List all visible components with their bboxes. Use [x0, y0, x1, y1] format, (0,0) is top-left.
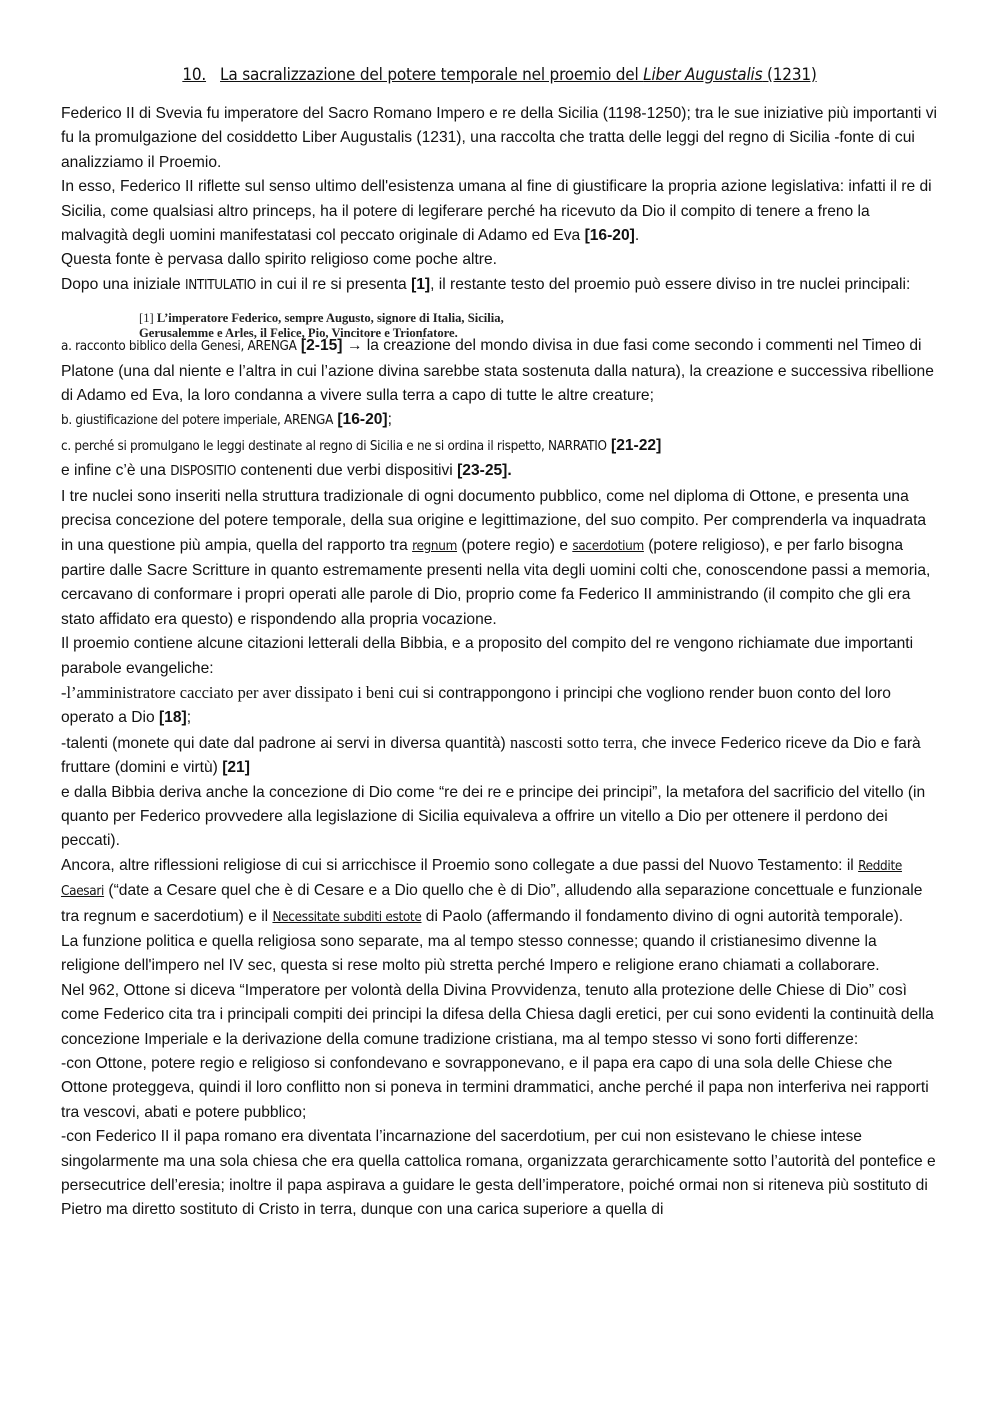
term-necessitate: Necessitate subditi estote [272, 909, 422, 925]
term-dispositio: DISPOSITIO [170, 464, 237, 480]
paragraph-spirito: Questa fonte è pervasa dallo spirito religioso come poche altre. [61, 251, 498, 269]
list-item-c: c. perché si promulgano le leggi destinate al regno di Sicilia e ne si ordina il rispetto, NARRATIO [21-22] [61, 436, 662, 454]
term-sacerdotium: sacerdotium [572, 538, 644, 554]
paragraph-amministratore: -l’amministratore cacciato per aver dissipato i beni cui si contrappongono i principi che vogliono render buon conto del loro operato a Dio [18]; [61, 682, 891, 727]
paragraph-intro: Federico II di Svevia fu imperatore del Sacro Romano Impero e re della Sicilia (1198-1250); tra le sue iniziative più importanti vi fu la promulgazione del cosiddetto Liber Augustalis (1231), una raccolta che tratta delle leggi del regno di Sicilia -fonte di cui analizziamo il Proemio. [61, 105, 937, 171]
paragraph-funzione: La funzione politica e quella religiosa sono separate, ma al tempo stesso connesse; quando il cristianesimo divenne la religione dell'impero nel IV sec, questa si rese molto più stretta perché Impero e religione erano chiamati a collaborare. [61, 933, 880, 975]
paragraph-citazioni: Il proemio contiene alcune citazioni letterali della Bibbia, e a proposito del compito del re vengono richiamate due importanti parabole evangeliche: [61, 635, 914, 677]
list-item-a: a. racconto biblico della Genesi, ARENGA [2-15] → la creazione del mondo divisa in due fasi come secondo i commenti nel Timeo di Platone (una dal niente e l’altra in cui l’azione divina sarebbe stata sostenuta dalla natura), la creazione e successiva ribellione di Adamo ed Eva, la loro condanna a vivere sulla terra a capo di tutte le altre creature; [61, 337, 934, 405]
quote-excerpt: [1] L’imperatore Federico, sempre Augusto, signore di Italia, Sicilia, Gerusalemme e Arles, il Felice, Pio, Vincitore e Trionfatore. [139, 311, 504, 340]
arrow-icon: → [346, 337, 363, 355]
paragraph-con-ottone: -con Ottone, potere regio e religioso si confondevano e sovrapponevano, e il papa era capo di una sola delle Chiese che Ottone proteggeva, quindi il loro conflitto non si poneva in termini drammatici, anche perché il papa non interferiva nei rapporti tra vescovi, abati e potere pubblico; [61, 1055, 929, 1121]
title-year: (1231) [762, 65, 817, 85]
paragraph-talenti: -talenti (monete qui date dal padrone ai servi in diversa quantità) nascosti sotto terra, che invece Federico riceve da Dio e farà fruttare (domini e virtù) [21] [61, 732, 921, 777]
term-intitulatio: INTITULATIO [184, 277, 256, 293]
term-reddite-caesari: Reddite Caesari [61, 858, 902, 900]
term-regnum: regnum [412, 538, 458, 554]
paragraph-con-federico: -con Federico II il papa romano era diventata l’incarnazione del sacerdotium, per cui non esistevano le chiese intese singolarmente ma una sola chiesa che era quella cattolica romana, organizzata gerarchicamente sotto l’autorità del pontefice e persecutrice dell’eresia; inoltre il papa aspirava a guidare le gesta dell’imperatore, poiché ormai non si riteneva più sostituto di Pietro ma diretto sostituto di Cristo in terra, dunque con una carica superiore a quella di [61, 1128, 936, 1219]
page-title [61, 62, 938, 88]
paragraph-esso: In esso, Federico II riflette sul senso ultimo dell'esistenza umana al fine di giustificare la propria azione legislativa: infatti il re di Sicilia, come qualsiasi altro princeps, ha il potere di legiferare perché ha ricevuto da Dio il compito di tenere a freno la malvagità degli uomini manifestatasi col peccato originale di Adamo ed Eva [16-20]. [61, 178, 932, 245]
paragraph-intitulatio: Dopo una iniziale INTITULATIO in cui il re si presenta [1], il restante testo del proemio può essere diviso in tre nuclei principali: [61, 275, 911, 293]
paragraph-ottone: Nel 962, Ottone si diceva “Imperatore per volontà della Divina Provvidenza, tenuto alla protezione delle Chiese di Dio” così come Federico cita tra i principali compiti dei principi la difesa della Chiesa dagli eretici, per cui sono evidenti la continuità della concezione Imperiale e la derivazione della comune tradizione cristiana, ma al tempo stesso vi sono forti differenze: [61, 981, 934, 1048]
ref: [16-20] [584, 227, 635, 245]
paragraph-nuclei: I tre nuclei sono inseriti nella struttura tradizionale di ogni documento pubblico, come nel diploma di Ottone, e presenta una precisa concezione del potere temporale, della sua origine e legittimazione, del suo compito. Per comprenderla va inquadrata in una questione più ampia, quella del rapporto tra regnum (potere regio) e sacerdotium (potere religioso), e per farlo bisogna partire dalle Sacre Scritture in quanto estremamente presenti nella vita degli uomini colti che, conoscendone passi a memoria, cercavano di conformare i propri operati alle parole di Dio, proprio come fa Federico II amministrando (il compito che gli era stato affidato era questo) e rispondendo alla propria vocazione. [61, 487, 931, 628]
list-item-d: e infine c’è una DISPOSITIO contenenti due verbi dispositivi [23-25]. [61, 462, 512, 480]
paragraph-nuovo-testamento: Ancora, altre riflessioni religiose di cui si arricchisce il Proemio sono collegate a due passi del Nuovo Testamento: il Reddite Caesari (“date a Cesare quel che è di Cesare e a Dio quello che è di Dio”, alludendo alla separazione concettuale e funzionale tra regnum e sacerdotium) e il Necessitate subditi estote di Paolo (affermando il fondamento divino di ogni autorità temporale). [61, 856, 923, 925]
paragraph-bibbia: e dalla Bibbia deriva anche la concezione di Dio come “re dei re e principe dei principi”, la metafora del sacrificio del vitello (in quanto per Federico provvedere alla legislazione di Sicilia equivaleva a offrire un vitello a Dio per ottenere il perdono dei peccati). [61, 783, 926, 850]
title-text: La sacralizzazione del potere temporale nel proemio del [220, 65, 644, 85]
section-number: 10. [182, 65, 207, 85]
title-emphasis: Liber Augustalis [643, 65, 763, 85]
ref: [1] [411, 275, 431, 293]
list-item-b: b. giustificazione del potere imperiale, ARENGA [16-20]; [61, 411, 392, 429]
